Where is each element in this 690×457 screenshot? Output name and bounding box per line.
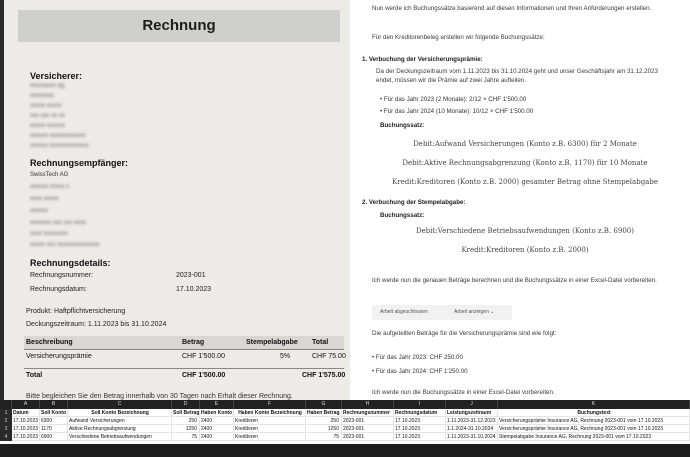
sheet-footer xyxy=(0,444,690,457)
payment-note: Bitte begleichen Sie den Betrag innerhalb von 30 Tagen nach Erhalt dieser Rechnung. xyxy=(26,393,293,400)
header-cell-datum[interactable]: Datum xyxy=(12,409,40,417)
row-number[interactable]: 1 xyxy=(0,409,12,417)
col-header-h[interactable]: H xyxy=(342,400,394,409)
total-label: Total xyxy=(26,372,43,379)
cell-haben-konto[interactable]: 2400 xyxy=(200,417,234,425)
step-2-title: 2. Verbuchung der Stempelabgabe: xyxy=(362,199,466,206)
product-line: Produkt: Haftpflichtversicherung xyxy=(26,308,126,315)
header-cell-soll-betrag[interactable]: Soll Betrag xyxy=(173,410,200,416)
cell-soll-betrag[interactable]: 1250 xyxy=(172,425,200,433)
insurer-line: xxxxxxxx xyxy=(30,93,54,99)
chat-intro: Nun werde ich Buchungssätze basierend auf diesen Informationen und Ihren Anforderungen erstellen. xyxy=(372,5,652,12)
insurer-line: xxxxxx xxxxxxxxxxxx xyxy=(30,133,86,139)
invoice-paper xyxy=(4,0,350,400)
cell-leistungszeitraum[interactable]: 1.1.2024-31.10.2024 xyxy=(446,425,498,433)
step-1-title: 1. Verbuchung der Versicherungsprämie: xyxy=(362,56,483,63)
cell-leistungszeitraum[interactable]: 1.11.2023-31.10.2024 xyxy=(446,433,498,441)
cell-soll-konto[interactable]: 6300 xyxy=(40,417,68,425)
header-description: Beschreibung xyxy=(26,339,73,346)
invoice-photo xyxy=(0,0,350,400)
cell-total: CHF 75.00 xyxy=(312,353,346,360)
cell-soll-konto[interactable]: 1170 xyxy=(40,425,68,433)
header-amount: Betrag xyxy=(182,339,205,346)
invoice-table xyxy=(24,336,344,382)
cell-soll-bezeichnung[interactable]: Aktive Rechnungsabgrenzung xyxy=(68,425,172,433)
col-header-j[interactable]: J xyxy=(446,400,498,409)
invoice-table-header xyxy=(24,336,344,350)
split-bullet: • Für das Jahr 2024: CHF 1'250.00 xyxy=(372,368,468,375)
cell-amount: CHF 1'500.00 xyxy=(182,353,225,360)
table-row xyxy=(24,350,344,364)
header-total: Total xyxy=(312,339,329,346)
header-cell-leistungszeitraum[interactable]: Leistungszeitraum xyxy=(446,409,498,417)
recipient-line: SwissTech AG xyxy=(30,172,69,178)
header-cell-rechnungsnummer[interactable]: Rechnungsnummer xyxy=(342,409,394,417)
cell-datum[interactable]: 17.10.2023 xyxy=(13,418,39,424)
invoice-title: Rechnung xyxy=(18,10,340,42)
corner-cell[interactable] xyxy=(0,400,12,409)
cell-buchungstext[interactable]: Stempelabgabe Insurance AG, Rechnung 2023-001 vom 17.10.2023 xyxy=(498,433,690,441)
cell-haben-betrag[interactable]: 1250 xyxy=(306,425,342,433)
header-stamp-duty: Stempelabgabe xyxy=(246,339,298,346)
cell-haben-konto[interactable]: 2400 xyxy=(200,425,234,433)
recipient-line: xxxxxxx xxx xxx xxxx xyxy=(30,220,87,226)
col-header-g[interactable]: G xyxy=(306,400,342,409)
header-cell-haben-betrag[interactable]: Haben Betrag xyxy=(306,409,342,417)
cell-datum[interactable]: 17.10.2023 xyxy=(13,426,39,432)
show-work-button[interactable]: Arbeit anzeigen ⌄ xyxy=(454,309,495,315)
cell-soll-konto[interactable]: 6900 xyxy=(40,433,68,441)
recipient-heading: Rechnungsempfänger: xyxy=(30,158,129,168)
col-header-c[interactable]: C xyxy=(68,400,172,409)
header-cell-soll-konto[interactable]: Soll Konto xyxy=(41,410,66,416)
col-header-a[interactable]: A xyxy=(12,400,40,409)
cell-soll-bezeichnung[interactable]: Verschiedene Betriebsaufwendungen xyxy=(68,433,172,441)
total-value: CHF 1'575.00 xyxy=(302,372,346,379)
header-cell-rechnungsdatum[interactable]: Rechnungsdatum xyxy=(394,409,446,417)
booking-formula: Debit:Aktive Rechnungsabgrenzung (Konto z.B. 1170) für 10 Monate xyxy=(402,159,648,167)
header-cell-haben-bezeichnung[interactable]: Haben Konto Bezeichnung xyxy=(234,409,306,417)
cell-haben-bezeichnung[interactable]: Kreditoren xyxy=(234,417,306,425)
invoice-date-label: Rechnungsdatum: xyxy=(30,286,87,293)
cell-datum[interactable]: 17.10.2023 xyxy=(13,434,39,440)
cell-rechnungsnummer[interactable]: 2023-001 xyxy=(342,425,394,433)
recipient-line: xxxxxx xyxy=(30,208,48,214)
row-number[interactable]: 3 xyxy=(0,425,12,433)
cell-haben-konto[interactable]: 2400 xyxy=(200,433,234,441)
cell-leistungszeitraum[interactable]: 1.11.2023-31.12.2023 xyxy=(446,417,498,425)
cell-rechnungsdatum[interactable]: 17.10.2023 xyxy=(394,417,446,425)
cell-haben-bezeichnung[interactable]: Kreditoren xyxy=(234,433,306,441)
insurer-line: xxx xxx xx xx xyxy=(30,113,66,119)
col-header-d[interactable]: D xyxy=(172,400,200,409)
details-heading: Rechnungsdetails: xyxy=(30,258,111,268)
step-1-bullet: • Für das Jahr 2024 (10 Monate): 10/12 × CHF 1'500.00 xyxy=(380,108,534,115)
cell-haben-bezeichnung[interactable]: Kreditoren xyxy=(234,425,306,433)
recipient-line: xxxx xxxxx xyxy=(30,196,59,202)
chat-response xyxy=(350,0,690,400)
cell-soll-betrag[interactable]: 250 xyxy=(172,417,200,425)
cell-buchungstext[interactable]: Versicherungsprämie Insurance AG, Rechnung 2023-001 vom 17.10.2023 xyxy=(498,425,690,433)
cell-rechnungsnummer[interactable]: 2023-001 xyxy=(342,433,394,441)
insurer-line: xxxxx xxxxxx xyxy=(30,123,65,129)
row-number[interactable]: 2 xyxy=(0,417,12,425)
booking-label: Buchungssatz: xyxy=(380,122,425,129)
col-header-e[interactable]: E xyxy=(200,400,234,409)
cell-rechnungsdatum[interactable]: 17.10.2023 xyxy=(394,433,446,441)
header-cell-buchungstext[interactable]: Buchungstext xyxy=(498,409,690,417)
cell-soll-betrag[interactable]: 75 xyxy=(172,433,200,441)
cell-soll-bezeichnung[interactable]: Aufwand Versicherungen xyxy=(68,417,172,425)
booking-formula: Kredit:Kreditoren (Konto z.B. 2000) gesamter Betrag ohne Stempelabgabe xyxy=(392,178,658,186)
chat-intro-2: Für den Kreditorenbeleg erstellen wir folgende Buchungssätze: xyxy=(372,34,545,41)
cell-haben-betrag[interactable]: 250 xyxy=(306,417,342,425)
recipient-line: xxxxx xxx xxxxxxxxxxxxxx xyxy=(30,242,100,248)
work-completed-label: Arbeit abgeschlossen xyxy=(380,309,428,315)
split-bullet: • Für das Jahr 2023: CHF 250.00 xyxy=(372,354,463,361)
booking-formula: Debit:Verschiedene Betriebsaufwendungen (Konto z.B. 6900) xyxy=(416,227,634,235)
split-intro: Die aufgeteilten Beträge für die Versicherungsprämie sind wie folgt: xyxy=(372,330,557,337)
total-amount: CHF 1'500.00 xyxy=(182,372,226,379)
col-header-b[interactable]: B xyxy=(40,400,68,409)
cell-rechnungsnummer[interactable]: 2023-001 xyxy=(342,417,394,425)
insurer-line: insurance ag xyxy=(30,83,65,89)
recipient-line: xxxxxx xxxxx x xyxy=(30,184,70,190)
spreadsheet[interactable] xyxy=(0,400,690,457)
cell-description: Versicherungsprämie xyxy=(26,353,92,360)
booking-label: Buchungssatz: xyxy=(380,212,425,219)
chat-outro-1: Ich werde nun die genauen Beträge berechnen und die Buchungssätze in einer Excel-Datei vorbereiten. xyxy=(372,277,657,284)
col-header-i[interactable]: I xyxy=(394,400,446,409)
col-header-f[interactable]: F xyxy=(234,400,306,409)
invoice-number-label: Rechnungsnummer: xyxy=(30,272,94,279)
cell-rechnungsdatum[interactable]: 17.10.2023 xyxy=(394,425,446,433)
insurer-heading: Versicherer: xyxy=(30,71,83,81)
row-number[interactable]: 4 xyxy=(0,433,12,441)
table-total-row xyxy=(24,368,344,382)
recipient-line: xxxx xxxxxxxx xyxy=(30,231,68,237)
invoice-date-value: 17.10.2023 xyxy=(176,286,212,293)
cell-buchungstext[interactable]: Versicherungsprämie Insurance AG, Rechnung 2023-001 vom 17.10.2023 xyxy=(498,417,690,425)
booking-formula: Kredit:Kreditoren (Konto z.B. 2000) xyxy=(461,246,589,254)
col-header-k[interactable]: K xyxy=(498,400,690,409)
cell-stamp-duty: 5% xyxy=(280,353,291,360)
chat-outro-2: Ich werde nun die Buchungssätze in einer Excel-Datei vorbereiten. xyxy=(372,389,555,396)
step-1-bullet: • Für das Jahr 2023 (2 Monate): 2/12 × CHF 1'500.00 xyxy=(380,96,527,103)
cell-haben-betrag[interactable]: 75 xyxy=(306,433,342,441)
header-cell-haben-konto[interactable]: Haben Konto xyxy=(201,410,233,416)
insurer-line: xxxxxx xxxxxxxxxxxxx xyxy=(30,143,89,149)
invoice-number-value: 2023-001 xyxy=(176,272,206,279)
work-completed-bar[interactable] xyxy=(372,305,512,320)
header-cell-soll-bezeichnung[interactable]: Soll Konto Bezeichnung xyxy=(68,409,172,417)
booking-formula: Debit:Aufwand Versicherungen (Konto z.B. 6300) für 2 Monate xyxy=(413,140,637,148)
coverage-period: Deckungszeitraum: 1.11.2023 bis 31.10.2024 xyxy=(26,321,167,328)
step-1-text: Da der Deckungszeitraum vom 1.11.2023 bis 31.10.2024 geht und unser Geschäftsjahr am 31.12.2023 endet, müssen wir die Prämie auf zwei Jahre aufteilen. xyxy=(376,68,658,84)
insurer-line: xxxxx xxxxx xyxy=(30,103,62,109)
